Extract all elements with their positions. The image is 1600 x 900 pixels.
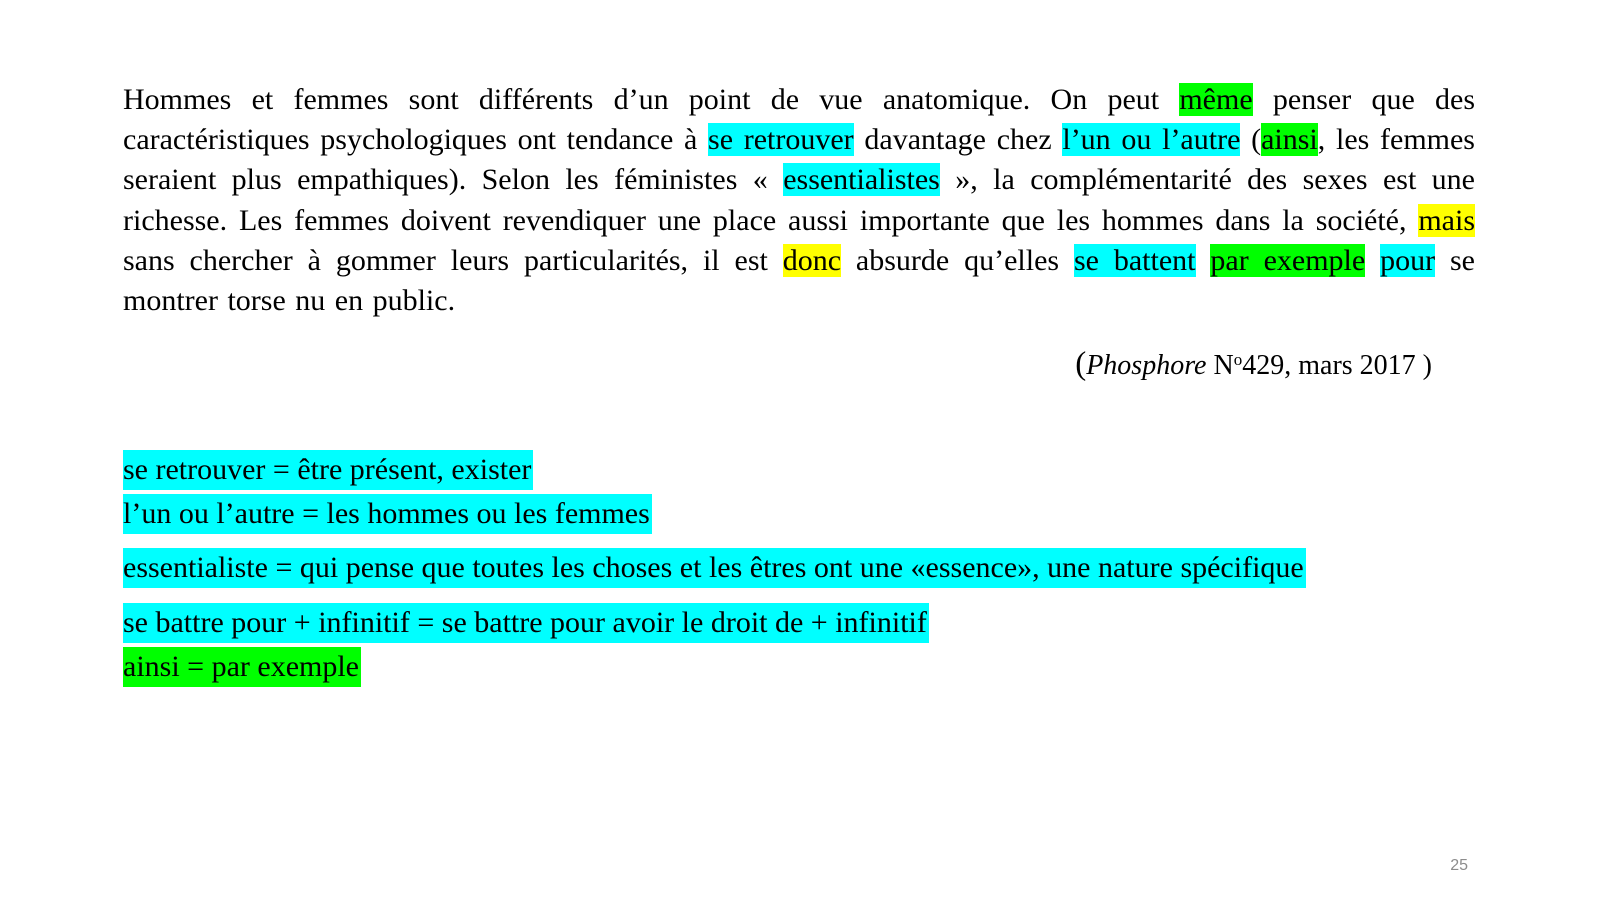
passage-text-segment: se montrer torse nu en public. [123, 243, 1475, 318]
passage-text-segment: Hommes et femmes sont différents d’un point de vue anatomique. On peut [123, 83, 1180, 116]
page-number: 25 [1450, 857, 1468, 874]
passage-text-segment: penser que des caractéristiques psychologiques ont tendance à [123, 83, 1475, 157]
source-number-prefix: N [1206, 350, 1234, 381]
source-open-paren: ( [1075, 346, 1087, 382]
highlight-mais: mais [1418, 203, 1475, 237]
glossary-item-ainsi: ainsi = par exemple [123, 647, 361, 687]
highlight-ainsi: ainsi [1261, 123, 1318, 157]
highlight-lun-ou-lautre: l’un ou l’autre [1062, 123, 1241, 157]
highlight-donc: donc [782, 243, 842, 277]
highlight-se-retrouver: se retrouver [708, 123, 854, 157]
glossary-item-lun-ou-lautre: l’un ou l’autre = les hommes ou les femmes [123, 494, 652, 534]
source-superscript: o [1233, 350, 1243, 369]
source-publication: Phosphore [1086, 350, 1207, 381]
source-number-rest: 429, mars 2017 [1242, 350, 1423, 381]
passage-text-segment [1196, 244, 1211, 277]
highlight-se-battent: se battent [1073, 243, 1196, 277]
glossary-item-se-battre-pour: se battre pour + infinitif = se battre pour avoir le droit de + infinitif [123, 603, 929, 643]
highlight-meme: même [1179, 83, 1253, 116]
passage-text-segment [1365, 244, 1380, 277]
passage-text-segment: ( [1240, 123, 1262, 157]
passage-text-segment: davantage chez [853, 123, 1063, 157]
glossary-item-essentialiste: essentialiste = qui pense que toutes les choses et les êtres ont une «essence», une nature spécifique [123, 548, 1306, 588]
highlight-par-exemple: par exemple [1210, 243, 1366, 277]
source-citation [1075, 340, 1432, 386]
highlight-essentialistes: essentialistes [783, 163, 940, 197]
passage-text [123, 80, 1475, 321]
passage-text-segment: absurde qu’elles [841, 243, 1074, 277]
source-close-paren: ) [1422, 350, 1432, 381]
passage-text-segment: , les femmes seraient plus empathiques). Selon les féministes « [123, 123, 1475, 197]
passage-text-segment: sans chercher à gommer leurs particularités, il est [123, 243, 783, 277]
glossary-item-se-retrouver: se retrouver = être présent, exister [123, 450, 533, 490]
highlight-pour: pour [1380, 243, 1436, 277]
passage-text-segment: », la complémentarité des sexes est une richesse. Les femmes doivent revendiquer une place aussi importante que les hommes dans la société, [123, 163, 1475, 237]
